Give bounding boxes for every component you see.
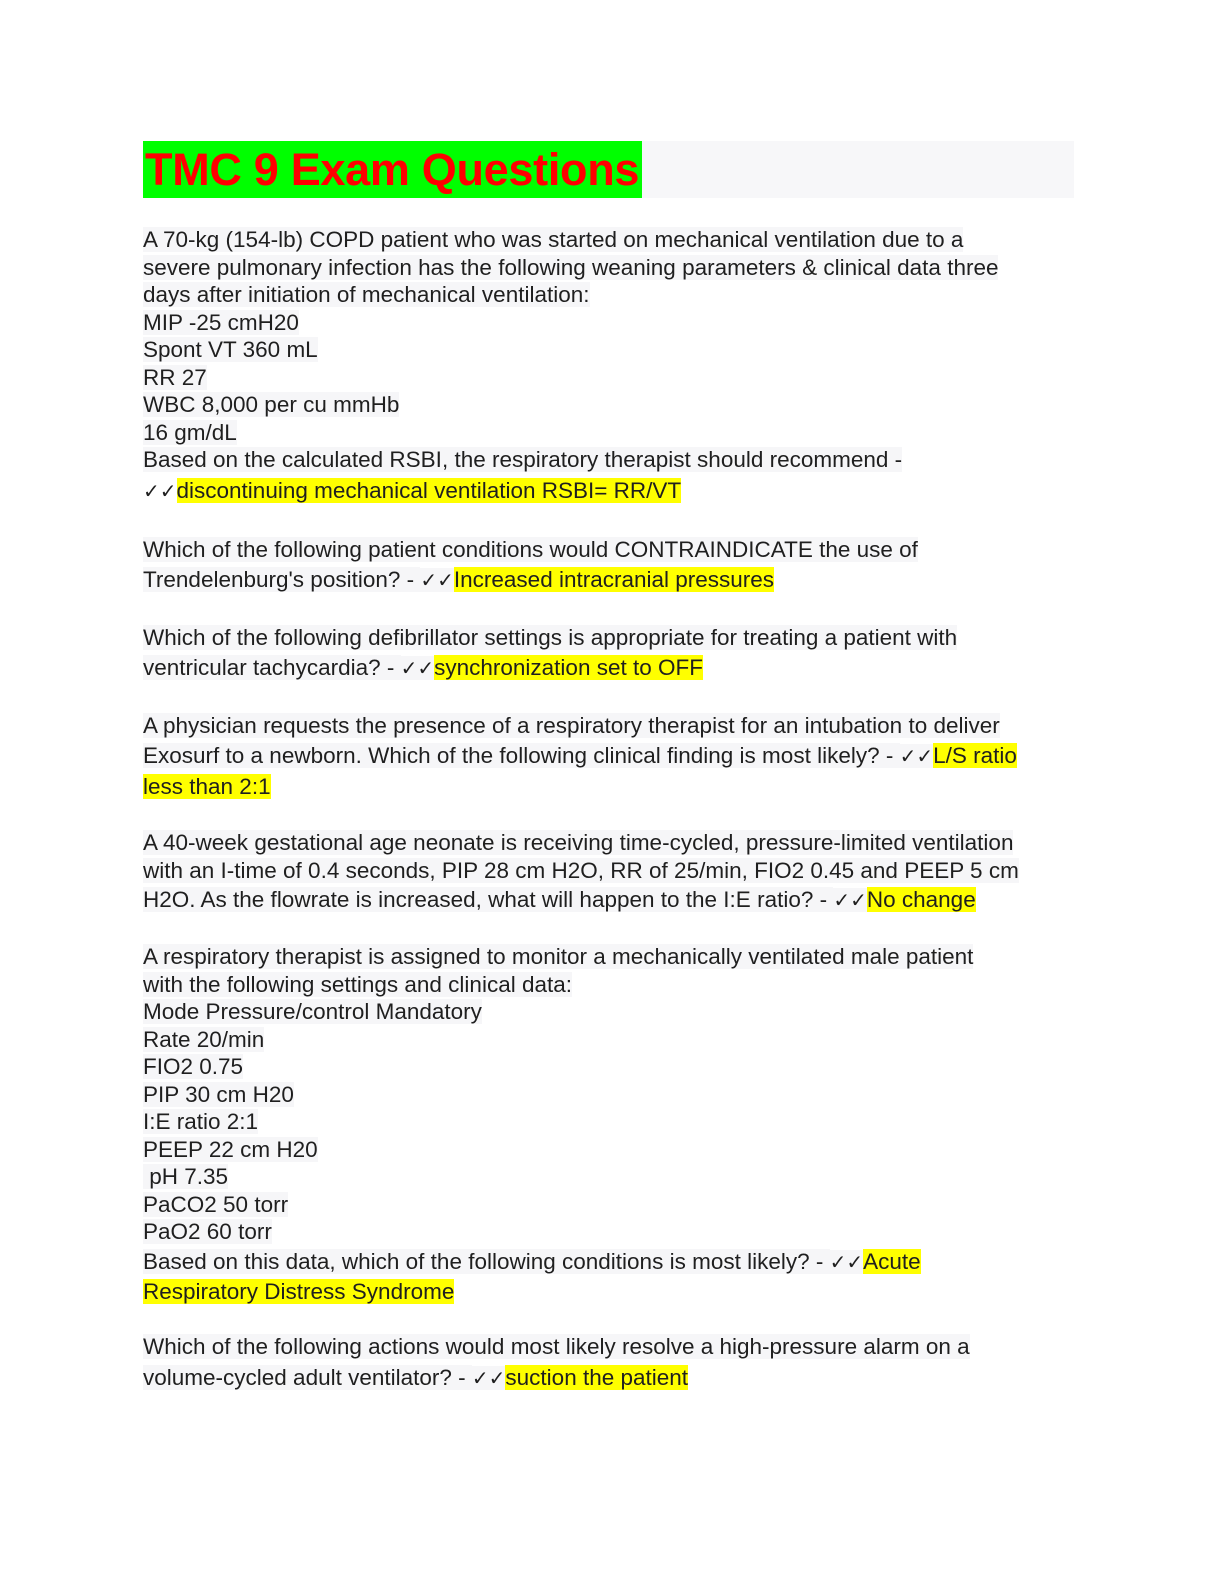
answer-highlight: L/S ratio	[933, 743, 1017, 768]
question-line: severe pulmonary infection has the following weaning parameters & clinical data three	[143, 254, 999, 280]
question-line: days after initiation of mechanical ventilation:	[143, 282, 590, 307]
check-icon: ✓✓	[471, 1365, 506, 1390]
question-1	[143, 226, 1074, 508]
question-line: A 70-kg (154-lb) COPD patient who was started on mechanical ventilation due to a	[143, 227, 964, 252]
question-line: I:E ratio 2:1	[143, 1109, 259, 1134]
question-line: RR 27	[143, 364, 207, 390]
title-band	[143, 141, 1074, 198]
question-line: Which of the following defibrillator settings is appropriate for treating a patient with	[143, 624, 958, 650]
answer-line: Trendelenburg's position? - ✓✓Increased intracranial pressures	[143, 567, 775, 592]
answer-line	[143, 474, 1074, 508]
question-line: pH 7.35	[143, 1164, 229, 1189]
answer-line-continued	[143, 772, 1074, 803]
question-line: with the following settings and clinical data:	[143, 971, 572, 997]
answer-highlight: No change	[866, 887, 976, 912]
question-line: PaO2 60 torr	[143, 1219, 272, 1244]
answer-highlight-continued: Respiratory Distress Syndrome	[143, 1278, 455, 1304]
answer-highlight: Increased intracranial pressures	[453, 567, 775, 592]
answer-line: Exosurf to a newborn. Which of the following clinical finding is most likely? - ✓✓L/S ratio	[143, 743, 1017, 768]
answer-highlight-continued: less than 2:1	[143, 773, 271, 799]
document-title: TMC 9 Exam Questions	[143, 141, 642, 198]
question-line: 16 gm/dL	[143, 419, 237, 445]
question-2	[143, 535, 1074, 596]
check-icon: ✓✓	[400, 656, 435, 680]
answer-line: ventricular tachycardia? - ✓✓synchronization set to OFF	[143, 655, 703, 680]
question-line: Mode Pressure/control Mandatory	[143, 999, 482, 1024]
question-line: A physician requests the presence of a respiratory therapist for an intubation to deliver	[143, 712, 1000, 738]
question-line: Which of the following patient conditions would CONTRAINDICATE the use of	[143, 536, 918, 562]
question-line: A respiratory therapist is assigned to monitor a mechanically ventilated male patient	[143, 944, 974, 969]
check-icon: ✓✓	[899, 744, 934, 768]
answer-highlight: synchronization set to OFF	[434, 655, 703, 680]
question-line: MIP -25 cmH20	[143, 309, 299, 335]
question-line: PIP 30 cm H20	[143, 1081, 294, 1107]
answer-line: Based on this data, which of the following conditions is most likely? - ✓✓Acute	[143, 1248, 921, 1274]
question-line: Based on the calculated RSBI, the respiratory therapist should recommend -	[143, 447, 903, 472]
check-icon: ✓✓	[833, 888, 867, 912]
check-icon: ✓✓	[829, 1249, 864, 1274]
question-line: with an I-time of 0.4 seconds, PIP 28 cm H2O, RR of 25/min, FIO2 0.45 and PEEP 5 cm	[143, 857, 1019, 883]
answer-line: H2O. As the flowrate is increased, what will happen to the I:E ratio? - ✓✓No change	[143, 887, 976, 912]
answer-highlight: Acute	[863, 1248, 921, 1274]
question-line: Rate 20/min	[143, 1026, 265, 1052]
answer-line: volume-cycled adult ventilator? - ✓✓suction the patient	[143, 1364, 689, 1390]
question-3	[143, 623, 1074, 684]
answer-highlight: discontinuing mechanical ventilation RSBI= RR/VT	[176, 477, 682, 503]
answer-line-continued	[143, 1278, 1074, 1306]
question-line: Spont VT 360 mL	[143, 337, 318, 362]
question-6	[143, 943, 1074, 1305]
question-5	[143, 829, 1074, 916]
answer-highlight: suction the patient	[505, 1364, 689, 1390]
question-line: A 40-week gestational age neonate is receiving time-cycled, pressure-limited ventilation	[143, 830, 1014, 855]
check-icon: ✓✓	[420, 568, 454, 592]
question-7	[143, 1332, 1074, 1393]
question-4	[143, 711, 1074, 803]
question-line: Which of the following actions would most likely resolve a high-pressure alarm on a	[143, 1334, 970, 1359]
question-line: WBC 8,000 per cu mmHb	[143, 392, 400, 417]
question-line: PaCO2 50 torr	[143, 1191, 289, 1217]
document-page	[143, 141, 1074, 1420]
question-line: FIO2 0.75	[143, 1054, 244, 1079]
check-icon: ✓✓	[143, 478, 177, 503]
question-line: PEEP 22 cm H20	[143, 1136, 318, 1162]
